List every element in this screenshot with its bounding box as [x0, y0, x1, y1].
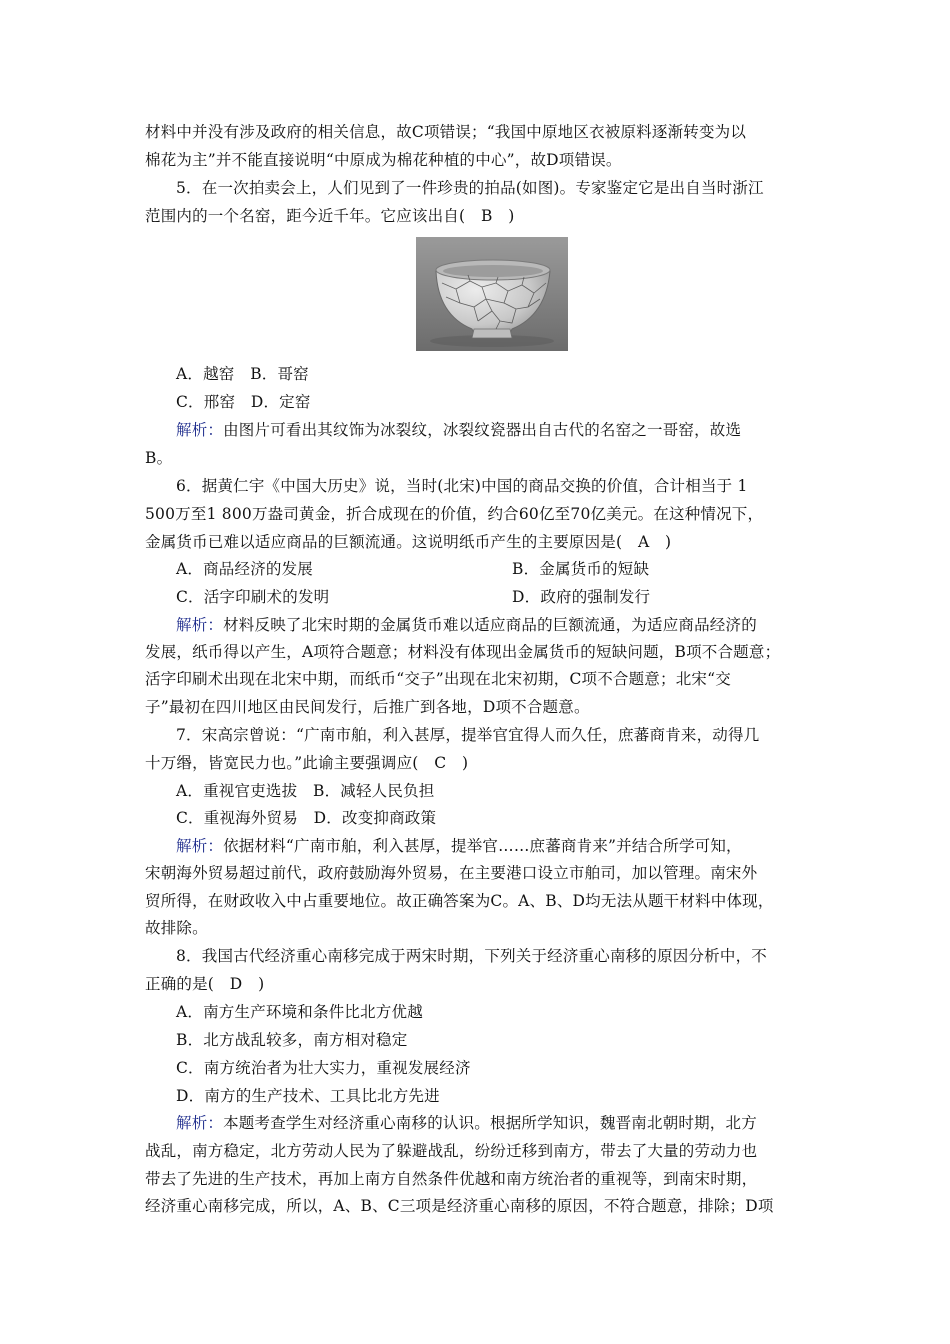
text-line: 故排除。 — [145, 919, 208, 937]
text-line: 正确的是( D ) — [145, 975, 265, 993]
text-line: 子”最初在四川地区由民间发行，后推广到各地，D项不合题意。 — [145, 698, 590, 716]
question-5-stem: 5．在一次拍卖会上，人们见到了一件珍贵的拍品(如图)。专家鉴定它是出自当时浙江 — [176, 179, 764, 197]
question-6-stem: 6．据黄仁宇《中国大历史》说，当时(北宋)中国的商品交换的价值，合计相当于 1 — [176, 477, 748, 495]
analysis-line — [176, 614, 810, 636]
analysis-label: 解析： — [176, 837, 224, 855]
option-c: C．活字印刷术的发明 — [176, 588, 330, 606]
text-line: 贸所得，在财政收入中占重要地位。故正确答案为C。A、B、D均无法从题干材料中体现， — [145, 892, 774, 910]
option-b: B．金属货币的短缺 — [512, 560, 650, 578]
text-line: 战乱，南方稳定，北方劳动人民为了躲避战乱，纷纷迁移到南方，带去了大量的劳动力也 — [145, 1142, 758, 1160]
option-line: A．重视官吏选拔 B．减轻人民负担 — [176, 782, 435, 800]
analysis-text: 依据材料“广南市舶，利入甚厚，提举官……庶蕃商肯来”并结合所学可知， — [223, 837, 742, 855]
option-line: A．越窑 B．哥窑 — [176, 365, 309, 383]
analysis-line — [176, 1112, 810, 1134]
text-line: 500万至1 800万盎司黄金，折合成现在的价值，约合60亿至70亿美元。在这种情况下， — [145, 505, 764, 523]
text-line: 材料中并没有涉及政府的相关信息，故C项错误；“我国中原地区衣被原料逐渐转变为以 — [145, 123, 747, 141]
option-d: D．政府的强制发行 — [512, 588, 651, 606]
text-line: 金属货币已难以适应商品的巨额流通。这说明纸币产生的主要原因是( A ) — [145, 533, 672, 551]
option-a: A．南方生产环境和条件比北方优越 — [176, 1003, 423, 1021]
analysis-label: 解析： — [176, 1114, 224, 1132]
option-a: A．商品经济的发展 — [176, 560, 313, 578]
option-line: C．邢窑 D．定窑 — [176, 393, 311, 411]
text-line: 带去了先进的生产技术，再加上南方自然条件优越和南方统治者的重视等，到南宋时期， — [145, 1170, 758, 1188]
question-7-stem: 7．宋高宗曾说：“广南市舶，利入甚厚，提举官宜得人而久任，庶蕃商肯来，动得几 — [176, 726, 760, 744]
crackle-glaze-bowl-image — [416, 237, 568, 351]
analysis-label: 解析： — [176, 616, 224, 634]
text-line: 活字印刷术出现在北宋中期，而纸币“交子”出现在北宋初期，C项不合题意；北宋“交 — [145, 670, 731, 688]
analysis-line — [176, 419, 810, 441]
analysis-text: 本题考查学生对经济重心南移的认识。根据所学知识，魏晋南北朝时期，北方 — [223, 1114, 757, 1132]
question-8-stem: 8．我国古代经济重心南移完成于两宋时期，下列关于经济重心南移的原因分析中，不 — [176, 947, 767, 965]
text-line: B。 — [145, 449, 173, 467]
option-c: C．南方统治者为壮大实力，重视发展经济 — [176, 1059, 471, 1077]
analysis-text: 材料反映了北宋时期的金属货币难以适应商品的巨额流通，为适应商品经济的 — [223, 616, 757, 634]
option-d: D．南方的生产技术、工具比北方先进 — [176, 1087, 440, 1105]
text-line: 十万缗，皆宽民力也。”此谕主要强调应( C ) — [145, 754, 469, 772]
option-b: B．北方战乱较多，南方相对稳定 — [176, 1031, 408, 1049]
text-line: 棉花为主”并不能直接说明“中原成为棉花种植的中心”，故D项错误。 — [145, 151, 622, 169]
analysis-line — [176, 835, 810, 857]
analysis-text: 由图片可看出其纹饰为冰裂纹，冰裂纹瓷器出自古代的名窑之一哥窑，故选 — [223, 421, 742, 439]
option-line: C．重视海外贸易 D．改变抑商政策 — [176, 809, 437, 827]
text-line: 宋朝海外贸易超过前代，政府鼓励海外贸易，在主要港口设立市舶司，加以管理。南宋外 — [145, 864, 758, 882]
analysis-label: 解析： — [176, 421, 224, 439]
text-line: 经济重心南移完成，所以，A、B、C三项是经济重心南移的原因，不符合题意，排除；D项 — [145, 1197, 774, 1215]
question-5-stem-cont: 范围内的一个名窑，距今近千年。它应该出自( B ) — [145, 207, 515, 225]
text-line: 发展，纸币得以产生，A项符合题意；材料没有体现出金属货币的短缺问题，B项不合题意； — [145, 643, 781, 661]
